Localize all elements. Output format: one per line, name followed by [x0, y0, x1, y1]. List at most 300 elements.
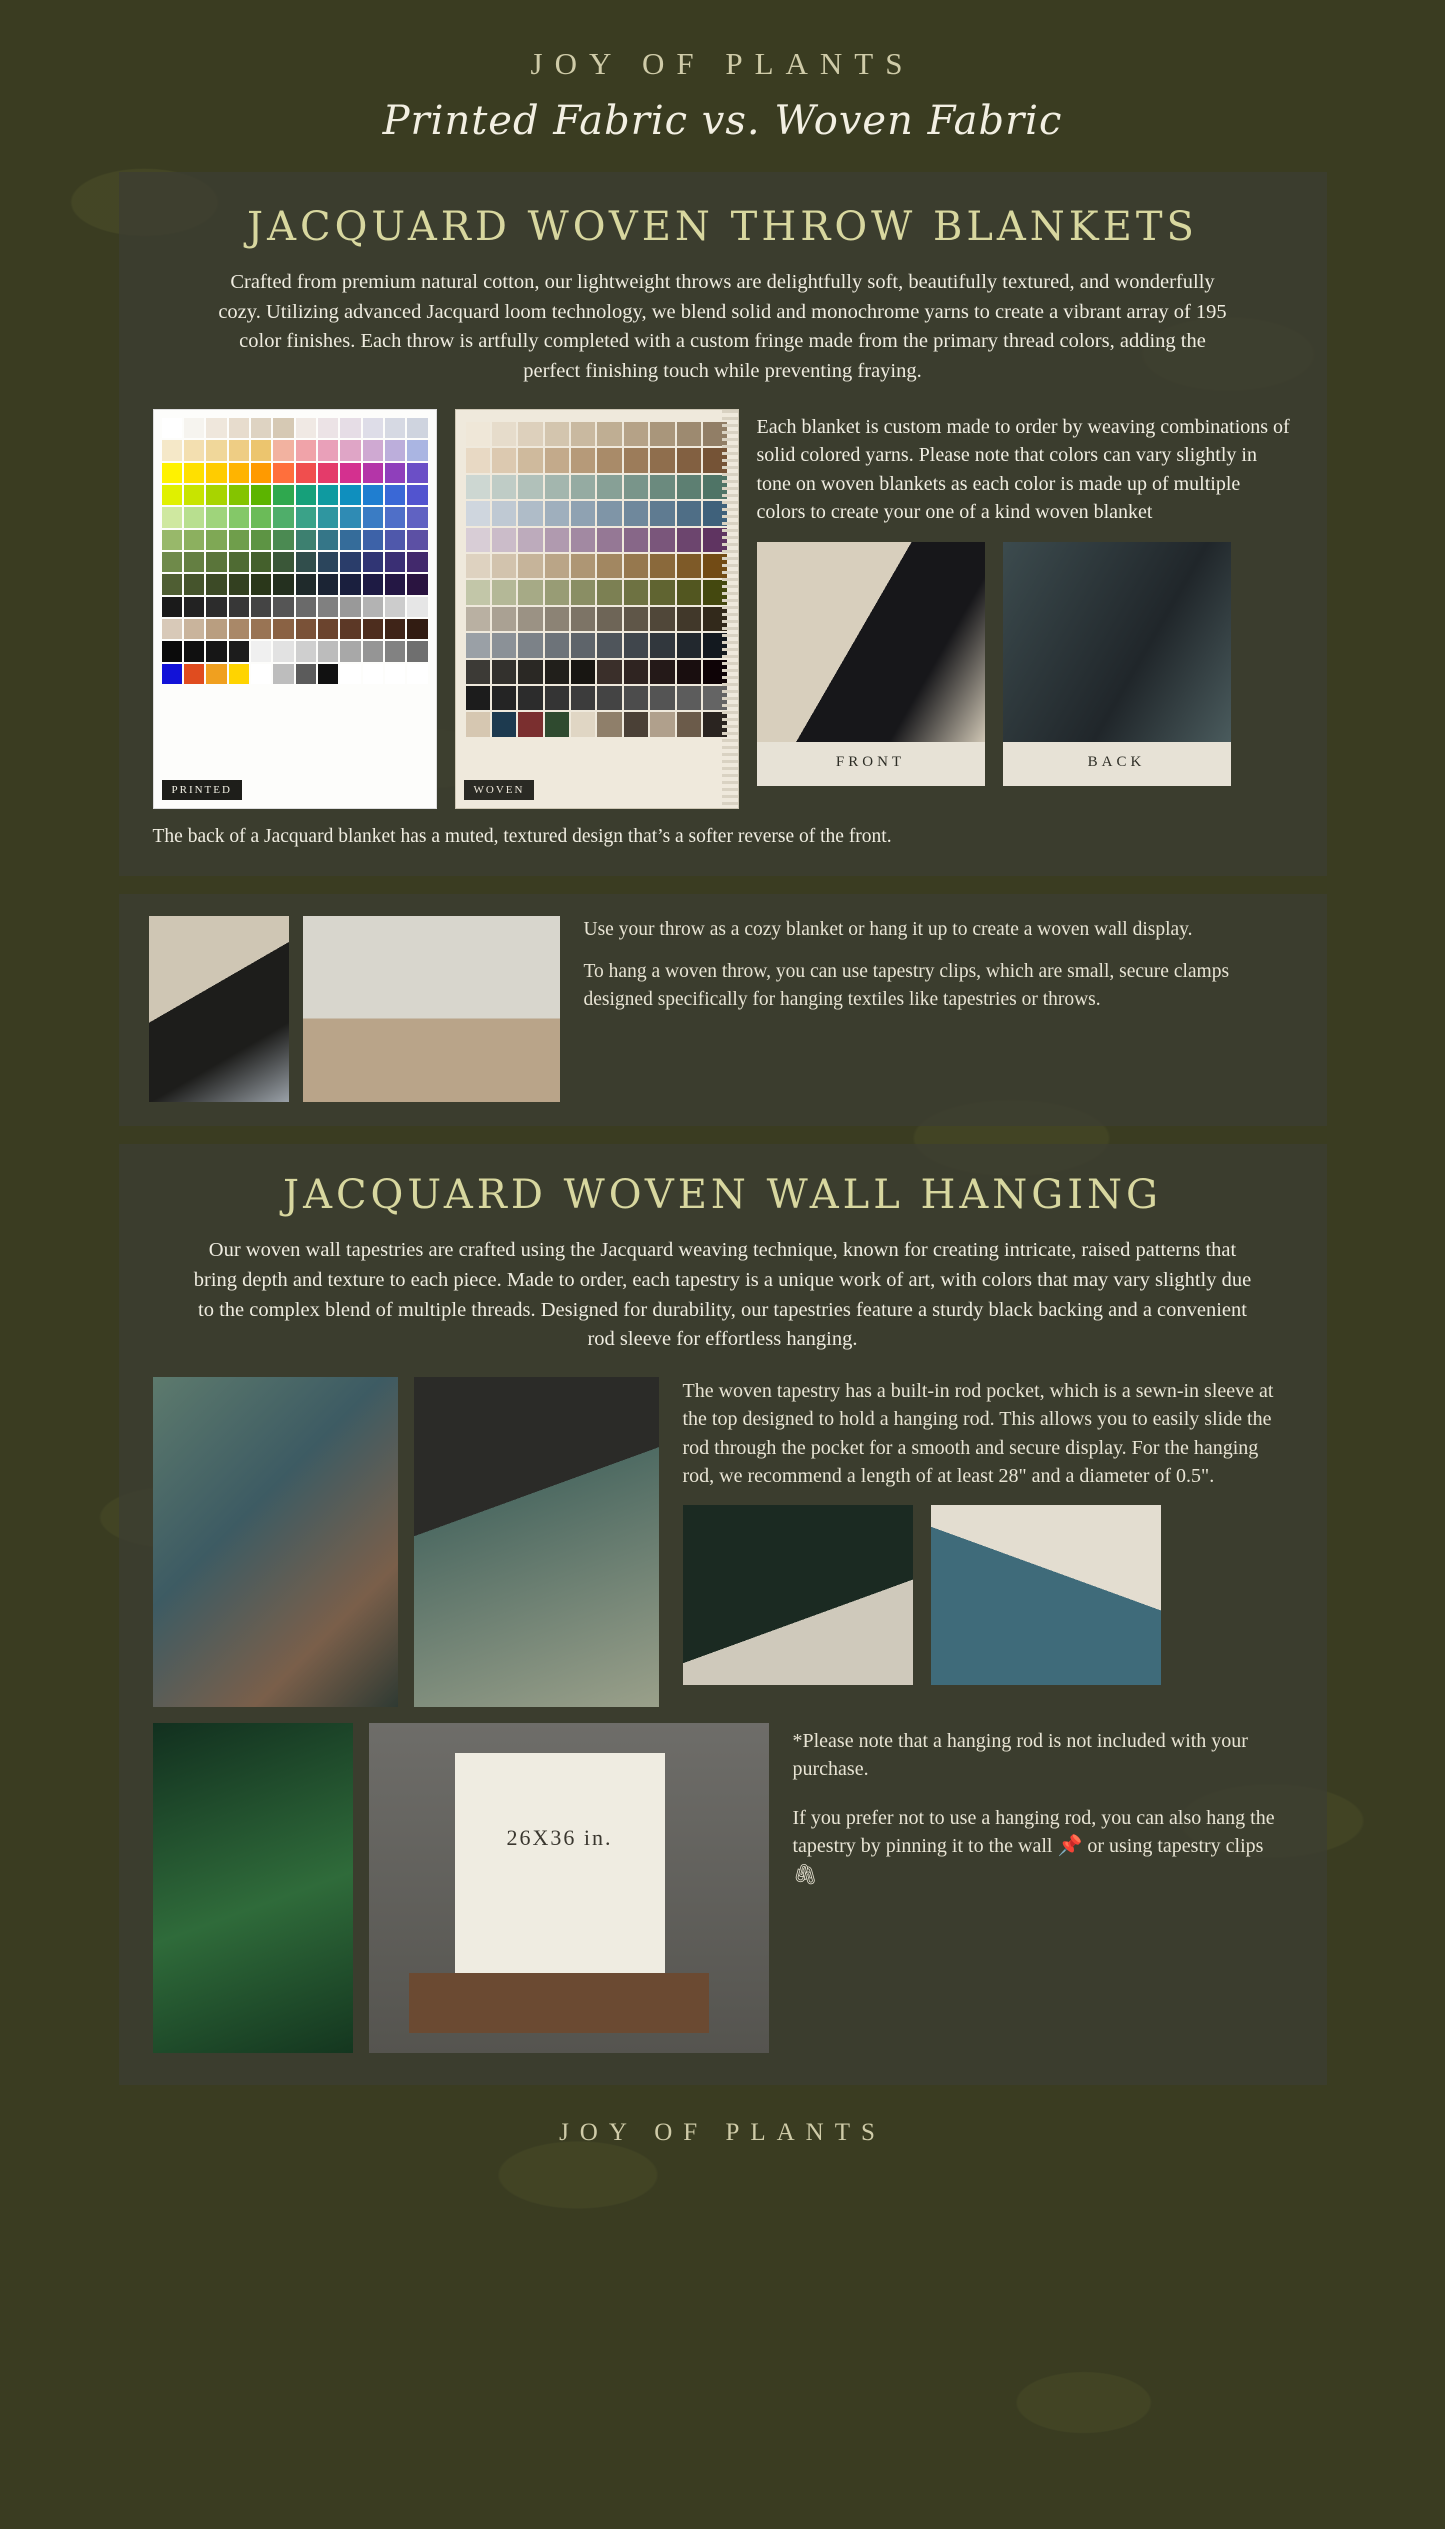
color-swatch — [677, 686, 701, 710]
color-swatch — [162, 641, 182, 661]
color-swatch — [340, 664, 360, 684]
color-swatch — [492, 501, 516, 525]
blankets-title: JACQUARD WOVEN THROW BLANKETS — [247, 204, 1198, 250]
color-swatch — [597, 528, 621, 552]
color-swatch — [229, 597, 249, 617]
brand-name-top: JOY OF PLANTS — [530, 46, 915, 81]
color-swatch — [184, 574, 204, 594]
color-swatch — [229, 664, 249, 684]
color-swatch — [545, 554, 569, 578]
color-swatch — [545, 607, 569, 631]
color-swatch — [518, 607, 542, 631]
color-swatch — [318, 552, 338, 572]
color-swatch — [184, 552, 204, 572]
color-swatch — [624, 686, 648, 710]
color-swatch — [206, 440, 226, 460]
back-note: The back of a Jacquard blanket has a muted, textured design that’s a softer reverse of the front. — [152, 825, 892, 847]
color-swatch — [677, 501, 701, 525]
color-swatch — [650, 422, 674, 446]
color-swatch — [363, 619, 383, 639]
color-swatch — [318, 440, 338, 460]
color-swatch — [650, 448, 674, 472]
color-swatch — [363, 574, 383, 594]
color-swatch — [184, 664, 204, 684]
color-swatch — [273, 530, 293, 550]
color-swatch — [385, 641, 405, 661]
color-swatch — [318, 418, 338, 438]
color-swatch — [273, 641, 293, 661]
color-swatch — [251, 418, 271, 438]
color-swatch — [296, 664, 316, 684]
color-swatch — [677, 448, 701, 472]
color-swatch — [251, 641, 271, 661]
color-swatch — [385, 597, 405, 617]
color-swatch — [184, 418, 204, 438]
color-swatch — [466, 607, 490, 631]
color-swatch — [466, 660, 490, 684]
color-swatch — [407, 507, 427, 527]
color-swatch — [518, 686, 542, 710]
color-swatch — [545, 422, 569, 446]
color-swatch — [466, 712, 490, 736]
color-swatch — [407, 418, 427, 438]
color-swatch — [518, 660, 542, 684]
color-swatch — [229, 485, 249, 505]
color-swatch — [340, 552, 360, 572]
color-swatch — [624, 528, 648, 552]
color-swatch — [340, 507, 360, 527]
color-swatch — [492, 528, 516, 552]
color-swatch — [571, 501, 595, 525]
color-swatch — [206, 485, 226, 505]
color-swatch — [340, 530, 360, 550]
color-swatch — [162, 463, 182, 483]
color-swatch — [597, 448, 621, 472]
header — [0, 0, 1445, 144]
color-swatch — [624, 422, 648, 446]
color-swatch — [206, 597, 226, 617]
color-swatch — [650, 607, 674, 631]
color-swatch — [545, 686, 569, 710]
color-swatch — [492, 686, 516, 710]
color-swatch — [571, 686, 595, 710]
color-swatch — [597, 554, 621, 578]
color-swatch — [597, 712, 621, 736]
color-swatch — [251, 619, 271, 639]
color-swatch — [597, 501, 621, 525]
color-swatch — [363, 552, 383, 572]
wall-content-row — [153, 1377, 1293, 1707]
color-swatch — [162, 597, 182, 617]
color-swatch — [318, 597, 338, 617]
color-swatch — [296, 552, 316, 572]
color-swatch — [273, 507, 293, 527]
color-swatch — [677, 712, 701, 736]
color-swatch — [545, 528, 569, 552]
color-swatch — [273, 574, 293, 594]
color-swatch — [318, 641, 338, 661]
printed-swatch-grid — [154, 410, 436, 684]
color-swatch — [407, 552, 427, 572]
color-swatch — [407, 619, 427, 639]
color-swatch — [624, 580, 648, 604]
usage-paragraph-1: Use your throw as a cozy blanket or hang it up to create a woven wall display. — [583, 919, 1193, 941]
color-swatch — [385, 418, 405, 438]
section-wall-hanging — [119, 1144, 1327, 2085]
printed-card-label: PRINTED — [162, 780, 242, 800]
color-swatch — [624, 501, 648, 525]
color-swatch — [273, 552, 293, 572]
color-swatch — [571, 660, 595, 684]
color-swatch — [492, 712, 516, 736]
color-swatch — [273, 463, 293, 483]
color-swatch — [184, 530, 204, 550]
color-swatch — [340, 641, 360, 661]
color-swatch — [571, 475, 595, 499]
color-swatch — [251, 574, 271, 594]
color-swatch — [340, 440, 360, 460]
back-item — [1003, 542, 1231, 785]
color-swatch — [229, 507, 249, 527]
color-swatch — [184, 641, 204, 661]
color-swatch — [363, 664, 383, 684]
wall-note-2: If you prefer not to use a hanging rod, you can also hang the tapestry by pinning it to the wall 📌 or using tapestry clips 🖇 — [792, 1806, 1275, 1886]
color-swatch — [624, 660, 648, 684]
color-swatch — [624, 475, 648, 499]
brand-tagline: Printed Fabric vs. Woven Fabric — [382, 98, 1063, 144]
color-swatch — [466, 422, 490, 446]
color-swatch — [229, 463, 249, 483]
usage-text-column — [574, 916, 1297, 1013]
color-swatch — [229, 619, 249, 639]
color-swatch — [650, 580, 674, 604]
color-swatch — [162, 530, 182, 550]
color-swatch — [571, 554, 595, 578]
color-swatch — [466, 501, 490, 525]
woven-card-label: WOVEN — [464, 780, 535, 800]
color-swatch — [162, 440, 182, 460]
leaf-tapestry-photo — [153, 1723, 353, 2053]
back-photo — [1003, 542, 1231, 742]
color-swatch — [162, 418, 182, 438]
color-swatch — [597, 633, 621, 657]
color-swatch — [597, 580, 621, 604]
color-swatch — [466, 633, 490, 657]
color-swatch — [650, 528, 674, 552]
color-swatch — [407, 440, 427, 460]
color-swatch — [296, 440, 316, 460]
color-swatch — [184, 463, 204, 483]
color-swatch — [251, 552, 271, 572]
color-swatch — [650, 633, 674, 657]
color-swatch — [162, 619, 182, 639]
color-swatch — [206, 507, 226, 527]
usage-row — [149, 916, 1297, 1102]
color-swatch — [545, 580, 569, 604]
rod-pocket-text: The woven tapestry has a built-in rod pocket, which is a sewn-in sleeve at the top designed to hold a hanging rod. This allows you to easily slide the rod through the pocket for a smooth and secure display. For the hanging rod, we recommend a length of at least 28" and a diameter of 0.5". — [682, 1380, 1274, 1488]
color-swatch — [363, 485, 383, 505]
color-swatch — [318, 485, 338, 505]
color-swatch — [229, 574, 249, 594]
color-swatch — [273, 440, 293, 460]
color-swatch — [162, 664, 182, 684]
color-swatch — [318, 619, 338, 639]
color-swatch — [340, 418, 360, 438]
back-caption: BACK — [1003, 742, 1231, 785]
color-swatch — [162, 552, 182, 572]
woven-swatch-card — [455, 409, 739, 809]
color-swatch — [206, 552, 226, 572]
wall-text-column — [675, 1377, 1293, 1707]
color-swatch — [624, 712, 648, 736]
wall-display-photo — [369, 1723, 769, 2053]
color-swatch — [677, 633, 701, 657]
color-swatch — [385, 664, 405, 684]
color-swatch — [407, 597, 427, 617]
color-swatch — [407, 463, 427, 483]
color-swatch — [206, 418, 226, 438]
color-swatch — [363, 463, 383, 483]
color-swatch — [340, 574, 360, 594]
color-swatch — [571, 712, 595, 736]
color-swatch — [318, 664, 338, 684]
color-swatch — [407, 574, 427, 594]
color-swatch — [296, 641, 316, 661]
color-swatch — [385, 440, 405, 460]
color-swatch — [571, 633, 595, 657]
color-swatch — [296, 507, 316, 527]
color-swatch — [296, 418, 316, 438]
color-swatch — [571, 528, 595, 552]
color-swatch — [162, 485, 182, 505]
color-swatch — [184, 440, 204, 460]
color-swatch — [296, 597, 316, 617]
color-swatch — [492, 554, 516, 578]
color-swatch — [650, 501, 674, 525]
color-swatch — [340, 485, 360, 505]
color-swatch — [206, 463, 226, 483]
color-swatch — [229, 418, 249, 438]
color-swatch — [363, 440, 383, 460]
color-swatch — [251, 664, 271, 684]
color-swatch — [251, 530, 271, 550]
color-swatch — [571, 580, 595, 604]
color-swatch — [385, 463, 405, 483]
color-swatch — [492, 475, 516, 499]
color-swatch — [492, 660, 516, 684]
color-swatch — [385, 619, 405, 639]
color-swatch — [363, 418, 383, 438]
color-swatch — [518, 633, 542, 657]
color-swatch — [251, 485, 271, 505]
color-swatch — [407, 530, 427, 550]
color-swatch — [407, 664, 427, 684]
color-swatch — [318, 463, 338, 483]
color-swatch — [492, 422, 516, 446]
color-swatch — [492, 633, 516, 657]
color-swatch — [624, 448, 648, 472]
rod-photo-pair — [683, 1505, 1293, 1685]
blankets-side-column — [757, 409, 1293, 786]
blankets-side-text: Each blanket is custom made to order by weaving combinations of solid colored yarns. Please note that colors can vary slightly in tone on woven blankets as each color is made up of multiple colors to create your one of a kind woven blanket — [756, 415, 1290, 524]
color-swatch — [296, 463, 316, 483]
color-swatch — [571, 422, 595, 446]
color-swatch — [273, 597, 293, 617]
color-swatch — [677, 554, 701, 578]
color-swatch — [318, 530, 338, 550]
color-swatch — [650, 475, 674, 499]
color-swatch — [363, 507, 383, 527]
front-back-pair — [757, 542, 1293, 785]
color-swatch — [162, 507, 182, 527]
color-swatch — [518, 554, 542, 578]
front-item — [757, 542, 985, 785]
color-swatch — [206, 664, 226, 684]
color-swatch — [545, 633, 569, 657]
color-swatch — [571, 607, 595, 631]
color-swatch — [518, 580, 542, 604]
usage-photo-living-room — [303, 916, 560, 1102]
color-swatch — [251, 440, 271, 460]
color-swatch — [363, 641, 383, 661]
color-swatch — [273, 619, 293, 639]
console-table — [409, 1973, 709, 2033]
color-swatch — [624, 633, 648, 657]
color-swatch — [518, 501, 542, 525]
blankets-intro: Crafted from premium natural cotton, our lightweight throws are delightfully soft, beautifully textured, and wonderfully cozy. Utilizing advanced Jacquard loom technology, we blend solid and monochrome yarns to create a vibrant array of 195 color finishes. Each throw is artfully completed with a custom fringe made from the primary thread colors, adding the perfect finishing touch while preventing fraying. — [218, 271, 1227, 383]
color-swatch — [650, 554, 674, 578]
color-swatch — [677, 607, 701, 631]
color-swatch — [650, 712, 674, 736]
color-swatch — [184, 619, 204, 639]
hanging-artwork — [455, 1753, 665, 2003]
color-swatch — [229, 530, 249, 550]
color-swatch — [597, 686, 621, 710]
color-swatch — [597, 660, 621, 684]
color-swatch — [545, 501, 569, 525]
color-swatch — [363, 597, 383, 617]
section-usage — [119, 894, 1327, 1126]
color-swatch — [385, 552, 405, 572]
color-swatch — [385, 530, 405, 550]
blankets-content-row — [153, 409, 1293, 809]
color-swatch — [385, 485, 405, 505]
color-swatch — [251, 597, 271, 617]
color-swatch — [518, 475, 542, 499]
wall-title: JACQUARD WOVEN WALL HANGING — [283, 1172, 1162, 1219]
color-swatch — [650, 660, 674, 684]
color-swatch — [229, 641, 249, 661]
color-swatch — [206, 619, 226, 639]
color-swatch — [466, 686, 490, 710]
color-swatch — [184, 485, 204, 505]
color-swatch — [273, 664, 293, 684]
color-swatch — [206, 530, 226, 550]
color-swatch — [677, 660, 701, 684]
color-swatch — [518, 422, 542, 446]
color-swatch — [363, 530, 383, 550]
color-swatch — [597, 475, 621, 499]
color-swatch — [518, 712, 542, 736]
color-swatch — [385, 574, 405, 594]
usage-photo-folded-throw — [149, 916, 289, 1102]
color-swatch — [162, 574, 182, 594]
color-swatch — [466, 475, 490, 499]
color-swatch — [407, 485, 427, 505]
color-swatch — [677, 475, 701, 499]
color-swatch — [184, 507, 204, 527]
wall-notes-column — [785, 1723, 1293, 2053]
wall-bottom-row — [153, 1723, 1293, 2053]
color-swatch — [184, 597, 204, 617]
color-swatch — [466, 528, 490, 552]
color-swatch — [340, 463, 360, 483]
color-swatch — [677, 422, 701, 446]
wall-intro: Our woven wall tapestries are crafted using the Jacquard weaving technique, known for creating intricate, raised patterns that bring depth and texture to each piece. Made to order, each tapestry is a unique work of art, with colors that may vary slightly due to the complex blend of multiple threads. Designed for durability, our tapestries feature a sturdy black backing and a convenient rod sleeve for effortless hanging. — [193, 1239, 1252, 1351]
color-swatch — [251, 463, 271, 483]
color-swatch — [296, 574, 316, 594]
color-swatch — [466, 448, 490, 472]
fringe-decoration — [722, 410, 738, 808]
color-swatch — [318, 507, 338, 527]
color-swatch — [229, 552, 249, 572]
color-swatch — [597, 607, 621, 631]
color-swatch — [597, 422, 621, 446]
front-photo — [757, 542, 985, 742]
rod-photo-inserted — [931, 1505, 1161, 1685]
color-swatch — [229, 440, 249, 460]
color-swatch — [492, 448, 516, 472]
tapestry-photo-detail — [153, 1377, 398, 1707]
color-swatch — [545, 660, 569, 684]
color-swatch — [340, 619, 360, 639]
color-swatch — [385, 507, 405, 527]
artwork-size-label: 26X36 in. — [506, 1825, 613, 1851]
color-swatch — [677, 528, 701, 552]
color-swatch — [518, 448, 542, 472]
color-swatch — [492, 607, 516, 631]
tapestry-photo-backing — [414, 1377, 659, 1707]
usage-paragraph-2: To hang a woven throw, you can use tapestry clips, which are small, secure clamps designed specifically for hanging textiles like tapestries or throws. — [583, 960, 1230, 1010]
color-swatch — [545, 712, 569, 736]
front-caption: FRONT — [757, 742, 985, 785]
color-swatch — [545, 448, 569, 472]
color-swatch — [340, 597, 360, 617]
section-blankets — [119, 172, 1327, 876]
color-swatch — [677, 580, 701, 604]
color-swatch — [206, 641, 226, 661]
color-swatch — [624, 554, 648, 578]
color-swatch — [251, 507, 271, 527]
color-swatch — [545, 475, 569, 499]
color-swatch — [492, 580, 516, 604]
printed-swatch-card — [153, 409, 437, 809]
rod-photo-pocket — [683, 1505, 913, 1685]
color-swatch — [206, 574, 226, 594]
color-swatch — [273, 418, 293, 438]
color-swatch — [518, 528, 542, 552]
color-swatch — [296, 485, 316, 505]
color-swatch — [571, 448, 595, 472]
color-swatch — [296, 530, 316, 550]
color-swatch — [466, 580, 490, 604]
color-swatch — [650, 686, 674, 710]
color-swatch — [296, 619, 316, 639]
color-swatch — [624, 607, 648, 631]
wall-note-1: *Please note that a hanging rod is not included with your purchase. — [792, 1730, 1248, 1781]
color-swatch — [407, 641, 427, 661]
woven-swatch-grid — [466, 422, 728, 737]
